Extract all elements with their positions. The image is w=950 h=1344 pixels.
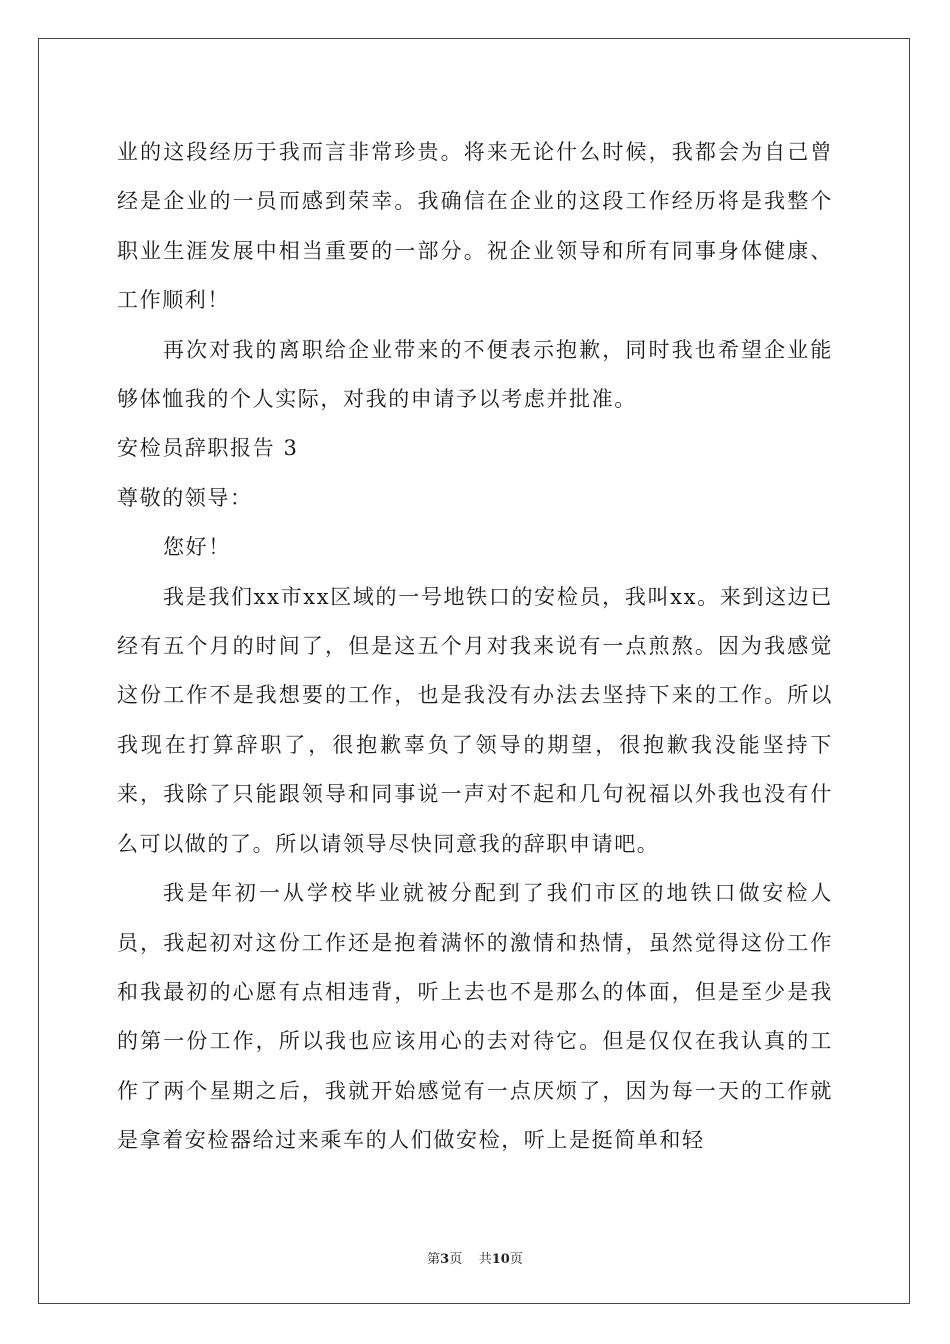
section-heading: 安检员辞职报告 3 bbox=[117, 436, 299, 461]
paragraph-background: 我是年初一从学校毕业就被分配到了我们市区的地铁口做安检人员，我起初对这份工作还是抱着满怀的激情和热情，虽然觉得这份工作和我最初的心愿有点相违背，听上去也不是那么的体面，但是至少是我的第一份工作，所以我也应该用心的去对待它。但是仅仅在我认真的工作了两个星期之后，我就开始感觉有一点厌烦了，因为每一天的工作就是拿着安检器给过来乘车的人们做安检，听上是挺简单和轻 bbox=[117, 881, 833, 1153]
page-prefix: 第 bbox=[427, 1252, 441, 1267]
document-body bbox=[117, 128, 833, 1166]
greeting: 您好！ bbox=[163, 535, 231, 560]
total-suffix: 页 bbox=[509, 1252, 523, 1267]
page-footer bbox=[0, 1248, 950, 1267]
page-number: 3 bbox=[440, 1252, 450, 1267]
total-prefix: 共 bbox=[478, 1252, 492, 1267]
salutation: 尊敬的领导： bbox=[117, 485, 253, 510]
page-suffix: 页 bbox=[449, 1252, 463, 1267]
paragraph-closing-remarks: 业的这段经历于我而言非常珍贵。将来无论什么时候，我都会为自己曾经是企业的一员而感到荣幸。我确信在企业的这段工作经历将是我整个职业生涯发展中相当重要的一部分。祝企业领导和所有同事身体健康、工作顺利！ bbox=[117, 140, 833, 313]
paragraph-introduction: 我是我们xx市xx区域的一号地铁口的安检员，我叫xx。来到这边已经有五个月的时间了，但是这五个月对我来说有一点煎熬。因为我感觉这份工作不是我想要的工作，也是我没有办法去坚持下来的工作。所以我现在打算辞职了，很抱歉辜负了领导的期望，很抱歉我没能坚持下来，我除了只能跟领导和同事说一声对不起和几句祝福以外我也没有什么可以做的了。所以请领导尽快同意我的辞职申请吧。 bbox=[117, 584, 833, 856]
total-pages: 10 bbox=[491, 1252, 510, 1267]
paragraph-apology: 再次对我的离职给企业带来的不便表示抱歉，同时我也希望企业能够体恤我的个人实际，对我的申请予以考虑并批准。 bbox=[117, 337, 833, 412]
